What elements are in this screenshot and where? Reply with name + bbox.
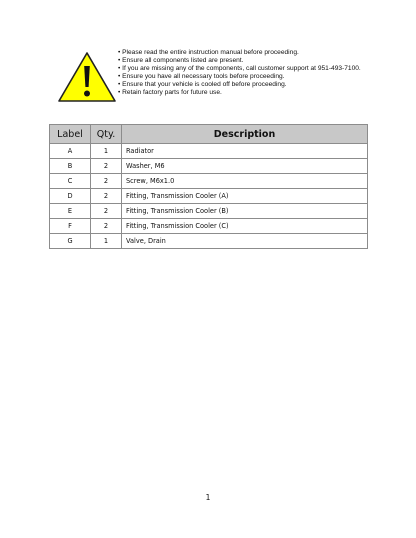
table-row: [50, 219, 368, 234]
part-description: Screw, M6x1.0: [122, 174, 368, 189]
part-description: Fitting, Transmission Cooler (A): [122, 189, 368, 204]
table-row: [50, 204, 368, 219]
warning-notice: [57, 49, 377, 107]
part-label: E: [50, 204, 91, 219]
part-qty: 1: [91, 144, 122, 159]
part-qty: 2: [91, 189, 122, 204]
part-label: C: [50, 174, 91, 189]
part-label: A: [50, 144, 91, 159]
qty-column-header: Qty.: [91, 125, 122, 144]
table-header-row: [50, 125, 368, 144]
warning-line: • Ensure all components listed are present.: [118, 57, 244, 65]
part-qty: 2: [91, 204, 122, 219]
page-number: 1: [205, 493, 211, 502]
table-row: [50, 159, 368, 174]
table-row: [50, 189, 368, 204]
warning-line: • Ensure you have all necessary tools before proceeding.: [118, 73, 285, 81]
part-qty: 1: [91, 234, 122, 249]
table-row: [50, 234, 368, 249]
warning-icon: [57, 51, 117, 103]
warning-line: • Please read the entire instruction manual before proceeding.: [118, 49, 299, 56]
part-description: Washer, M6: [122, 159, 368, 174]
part-description: Fitting, Transmission Cooler (C): [122, 219, 368, 234]
part-qty: 2: [91, 219, 122, 234]
warning-line: • Ensure that your vehicle is cooled off before proceeding.: [118, 81, 287, 89]
label-column-header: Label: [50, 125, 91, 144]
warning-line: • Retain factory parts for future use.: [118, 89, 222, 97]
part-label: B: [50, 159, 91, 174]
part-qty: 2: [91, 174, 122, 189]
warning-line: • If you are missing any of the components, call customer support at 951-493-7100.: [118, 65, 361, 73]
part-qty: 2: [91, 159, 122, 174]
part-label: F: [50, 219, 91, 234]
part-description: Fitting, Transmission Cooler (B): [122, 204, 368, 219]
table-row: [50, 144, 368, 159]
table-row: [50, 174, 368, 189]
parts-table: [49, 124, 368, 249]
part-label: D: [50, 189, 91, 204]
part-description: Radiator: [122, 144, 368, 159]
part-label: G: [50, 234, 91, 249]
description-column-header: Description: [122, 125, 368, 144]
part-description: Valve, Drain: [122, 234, 368, 249]
warning-list: [118, 49, 361, 98]
